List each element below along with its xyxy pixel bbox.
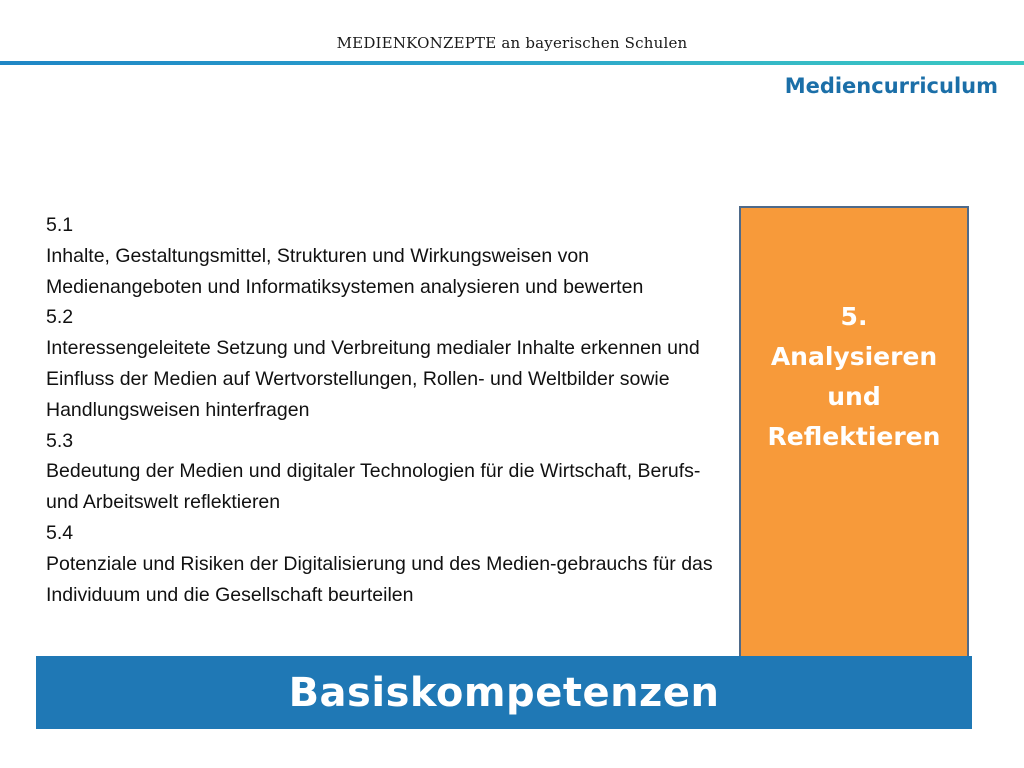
section-title: Mediencurriculum [784, 74, 998, 98]
competence-area-number: 5. [840, 302, 868, 331]
header-title: MEDIENKONZEPTE an bayerischen Schulen [336, 34, 688, 52]
item-text: Interessengeleitete Setzung und Verbreitung medialer Inhalte erkennen und Einfluss der Medien auf Wertvorstellungen, Rollen- und Weltbilder sowie Handlungsweisen hinterfragen [46, 337, 700, 421]
competence-area-title-line: Analysieren [770, 342, 938, 371]
item-number: 5.1 [46, 214, 74, 236]
basic-competences-bar [36, 656, 972, 729]
item-number: 5.3 [46, 429, 74, 452]
list-item [46, 302, 736, 425]
item-text: Inhalte, Gestaltungsmittel, Strukturen und Wirkungsweisen von Medienangeboten und Informatiksystemen analysieren und bewerten [46, 244, 644, 298]
item-text: Potenziale und Risiken der Digitalisierung und des Medien-gebrauchs für das Individuum und die Gesellschaft beurteilen [46, 552, 713, 606]
header-divider [0, 61, 1024, 65]
item-number: 5.4 [46, 521, 74, 544]
competence-area-label [739, 297, 969, 457]
item-number: 5.2 [46, 306, 74, 329]
competence-area-title-line: und [827, 382, 881, 411]
list-item [46, 210, 736, 302]
competence-area-title-line: Reflektieren [767, 422, 941, 451]
basic-competences-label: Basiskompetenzen [288, 669, 720, 716]
item-text: Bedeutung der Medien und digitaler Technologien für die Wirtschaft, Berufs- und Arbeitswelt reflektieren [46, 460, 701, 514]
list-item [46, 518, 736, 610]
list-item [46, 426, 736, 518]
competence-list [46, 210, 736, 610]
